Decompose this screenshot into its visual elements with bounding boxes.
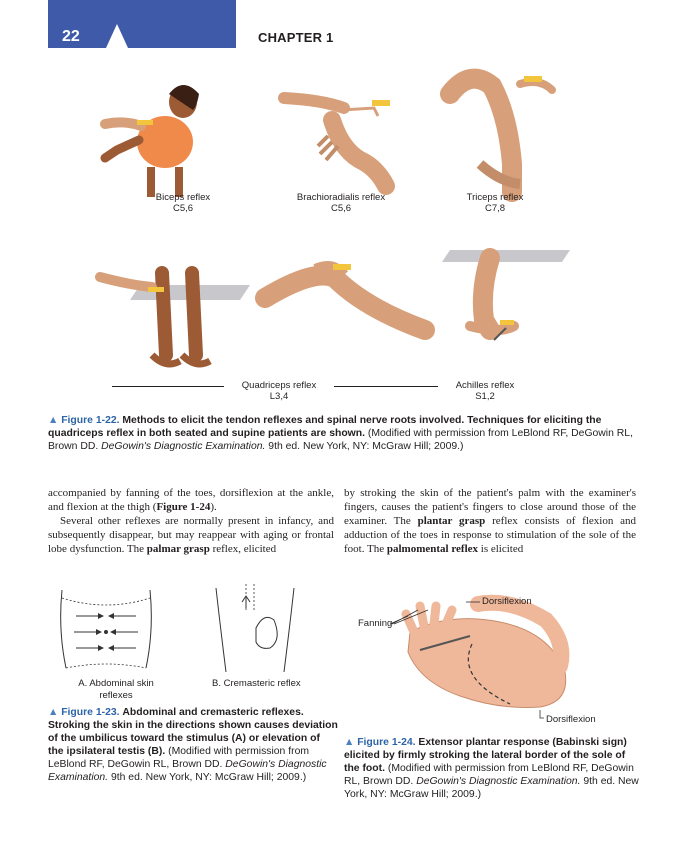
figure-1-24-caption: ▲ Figure 1-24. Extensor plantar response (Babinski sign) elicited by firmly stroking the lateral border of the sole of the foot. (Modified with permission from LeBlond RF, DeGowin RL, Brown DD. DeGowin's Diagnostic Examination. 9th ed. New York, NY: McGraw Hill; 2009.) — [344, 737, 639, 800]
babinski-sign-illustration — [360, 592, 600, 722]
caption-triangle-icon: ▲ — [344, 737, 355, 748]
quadriceps-line-left — [112, 386, 224, 387]
quadriceps-supine-illustration — [255, 258, 435, 343]
fanning-label: Fanning — [358, 618, 393, 629]
header-triangle-icon — [106, 24, 128, 48]
dorsiflexion-bottom-label: Dorsiflexion — [546, 714, 596, 725]
quadriceps-line-right — [334, 386, 438, 387]
cremasteric-label: B. Cremasteric reflex — [212, 678, 301, 689]
achilles-reflex-illustration — [440, 230, 570, 355]
body-left-column: accompanied by fanning of the toes, dorsiflexion at the ankle, and flexion at the thigh (Figure 1-24). Several other reflexes are normally present in infancy, and subsequently disappear, but may reappear with aging or frontal lobe dysfunction. The palmar grasp reflex, elicited — [48, 487, 334, 555]
brachioradialis-label: Brachioradialis reflex C5,6 — [296, 192, 386, 214]
triceps-reflex-illustration — [440, 64, 560, 194]
triceps-label: Triceps reflex C7,8 — [466, 192, 524, 214]
biceps-label: Biceps reflex C5,6 — [155, 192, 211, 214]
biceps-reflex-illustration — [95, 62, 235, 197]
abdominal-reflex-diagram — [56, 590, 156, 670]
caption-triangle-icon: ▲ — [48, 415, 59, 426]
quadriceps-label: Quadriceps reflex L3,4 — [241, 380, 317, 402]
body-right-column: by stroking the skin of the patient's palm with the examiner's fingers, causes the patient's fingers to close around those of the examiner. The plantar grasp reflex consists of flexion and adduction of the toes in response to stimulation of the sole of the foot. The palmomental reflex is elicited — [344, 487, 637, 555]
brachioradialis-reflex-illustration — [282, 70, 402, 190]
cremasteric-reflex-diagram — [216, 584, 296, 674]
caption-triangle-icon: ▲ — [48, 707, 59, 718]
achilles-label: Achilles reflex S1,2 — [455, 380, 515, 402]
chapter-title: CHAPTER 1 — [258, 30, 334, 45]
page-number: 22 — [62, 28, 80, 45]
figure-1-23-caption: ▲ Figure 1-23. Abdominal and cremasteric reflexes. Stroking the skin in the directions shown causes deviation of the umbilicus toward the stimulus (A) or elevation of the ipsilateral testis (B). (Modified with permission from LeBlond RF, DeGowin RL, Brown DD. DeGowin's Diagnostic Examination. 9th ed. New York, NY: McGraw Hill; 2009.) — [48, 707, 338, 783]
dorsiflexion-top-label: Dorsiflexion — [482, 596, 532, 607]
quadriceps-seated-illustration — [100, 245, 250, 370]
abdominal-label: A. Abdominal skin reflexes — [78, 678, 154, 701]
figure-1-22-caption: ▲ Figure 1-22. Methods to elicit the tendon reflexes and spinal nerve roots involved. Techniques for eliciting the quadriceps reflex in both seated and supine patients are shown. (Modified with permission from LeBlond RF, DeGowin RL, Brown DD. DeGowin's Diagnostic Examination. 9th ed. New York, NY: McGraw Hill; 2009.) — [48, 415, 633, 452]
